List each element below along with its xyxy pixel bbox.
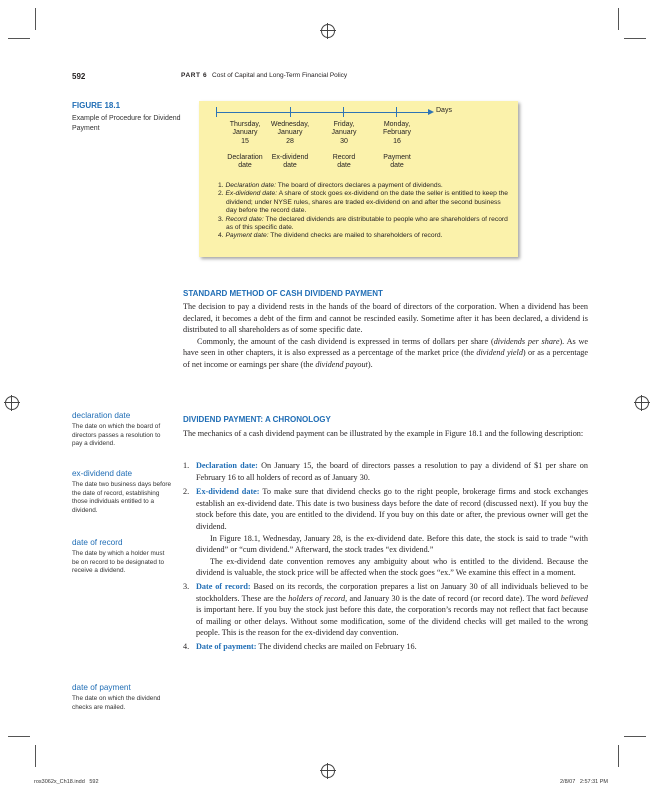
- figure-label: FIGURE 18.1: [72, 101, 121, 110]
- section1-body: [183, 301, 588, 371]
- timeline-date: Thursday, January 15: [229, 121, 261, 145]
- registration-mark: [5, 396, 19, 410]
- crop-mark: [618, 8, 619, 30]
- footer-file-slug: ros3062x_Ch18.indd 592: [34, 779, 99, 785]
- registration-mark: [321, 764, 335, 778]
- glossary-term: date of record: [72, 538, 123, 547]
- crop-mark: [618, 745, 619, 767]
- timeline-event-label: Record date: [332, 154, 356, 170]
- timeline-tick: [290, 107, 291, 117]
- figure-step: 1. Declaration date: The board of directors declares a payment of dividends.: [218, 182, 443, 189]
- paragraph: Commonly, the amount of the cash dividend is expressed in terms of dollars per share (dividends per share). As we have seen in other chapters, it is also expressed as a percentage of the market price (the dividend yield) or as a percentage of net income or earnings per share (the dividend payout).: [183, 336, 589, 369]
- timeline-arrow-icon: [428, 109, 434, 115]
- figure-step: 3. Record date: The declared dividends are distributable to people who are shareholders of record as of this specific date.: [218, 215, 508, 232]
- glossary-definition: The date on which the board of directors passes a resolution to pay a dividend.: [72, 423, 161, 448]
- crop-mark: [624, 736, 646, 737]
- glossary-term: declaration date: [72, 411, 131, 420]
- part-title: Cost of Capital and Long-Term Financial Policy: [212, 72, 348, 79]
- timeline-date: Monday, February 16: [382, 121, 411, 145]
- glossary-definition: The date two business days before the date of record, establishing those individuals entitled to a dividend.: [72, 481, 172, 514]
- list-item: 1. Declaration date: On January 15, the board of directors passes a resolution to pay a dividend of $1 per share on February 16 to all holders of record as of January 30.: [183, 461, 588, 482]
- timeline-date: Friday, January 30: [331, 121, 357, 145]
- glossary-term: ex-dividend date: [72, 469, 133, 478]
- crop-mark: [8, 736, 30, 737]
- crop-mark: [35, 8, 36, 30]
- glossary-definition: The date by which a holder must be on record to be designated to receive a dividend.: [72, 550, 165, 575]
- crop-mark: [8, 38, 30, 39]
- registration-mark: [635, 396, 649, 410]
- crop-mark: [35, 745, 36, 767]
- running-head: [181, 72, 347, 79]
- list-item: 3. Date of record: Based on its records, the corporation prepares a list on January 30 of all individuals believed to be stockholders. These are the holders of record, and January 30 is the date of record (or record date). The word believed is important here. If you buy the stock just before this date, the corporation’s records may not reflect that fact because of mailing or other delays. Without some modification, some of the dividend checks will get mailed to the wrong people. This is the reason for the ex-dividend day convention.: [183, 581, 589, 638]
- timeline-event-label: Declaration date: [227, 154, 263, 170]
- section-heading-standard-method: STANDARD METHOD OF CASH DIVIDEND PAYMENT: [183, 289, 383, 298]
- paragraph: The decision to pay a dividend rests in the hands of the board of directors of the corporation. When a dividend has been declared, it becomes a debt of the firm and cannot be rescinded easily. Sometime after it has been declared, a dividend is distributed to all shareholders as of some specific date.: [183, 302, 588, 335]
- timeline-tick: [216, 107, 217, 117]
- timeline-date: Wednesday, January 28: [270, 121, 310, 145]
- figure-caption: Example of Procedure for Dividend Payment: [72, 115, 181, 132]
- part-label: PART 6: [181, 72, 208, 79]
- list-item: 2. Ex-dividend date: To make sure that dividend checks go to the right people, brokerage firms and stock exchanges establish an ex-dividend date. This date is two business days before the date of record (discussed next). If you buy the stock before this date, you are entitled to the dividend. If you buy on this date or after, the previous owner will get the dividend. In Figure 18.1, Wednesday, January 28, is the ex-dividend date. Before this date, the stock is said to trade “with dividend” or “cum dividend.” Afterward, the stock trades “ex dividend.” The ex-dividend date convention removes any ambiguity about who is entitled to the dividend. Because the dividend is valuable, the stock price will be affected when the stock goes “ex.” We examine this effect in a moment.: [183, 487, 589, 578]
- axis-label-days: Days: [436, 107, 452, 114]
- timeline-event-label: Ex-dividend date: [271, 154, 309, 170]
- timeline-event-label: Payment date: [383, 154, 411, 170]
- chronology-list: [183, 460, 588, 653]
- section-heading-chronology: DIVIDEND PAYMENT: A CHRONOLOGY: [183, 415, 331, 424]
- section2-intro: The mechanics of a cash dividend payment can be illustrated by the example in Figure 18.1 and the following description:: [183, 429, 584, 438]
- timeline-tick: [343, 107, 344, 117]
- term-date-of-payment: Date of payment:: [196, 641, 257, 651]
- figure-step: 4. Payment date: The dividend checks are mailed to shareholders of record.: [218, 232, 443, 240]
- list-item: 4. Date of payment: The dividend checks are mailed on February 16.: [183, 641, 417, 651]
- page-number: 592: [72, 72, 86, 81]
- term-date-of-record: Date of record:: [196, 581, 251, 591]
- footer-timestamp: 2/8/07 2:57:31 PM: [560, 779, 609, 785]
- term-ex-dividend-date: Ex-dividend date:: [196, 487, 260, 497]
- registration-mark: [321, 24, 335, 38]
- timeline-tick: [396, 107, 397, 117]
- glossary-definition: The date on which the dividend checks are mailed.: [72, 695, 161, 711]
- term-declaration-date: Declaration date:: [196, 461, 258, 470]
- crop-mark: [624, 38, 646, 39]
- glossary-term: date of payment: [72, 683, 131, 692]
- paragraph: In Figure 18.1, Wednesday, January 28, is the ex-dividend date. Before this date, the stock is said to trade “with dividend” or “cum dividend.” Afterward, the stock trades “ex dividend.”: [196, 533, 588, 555]
- figure-step: 2. Ex-dividend date: A share of stock goes ex-dividend on the date the seller is entitled to keep the dividend; under NYSE rules, shares are traded ex-dividend on and after the second business day before the record date.: [218, 190, 508, 215]
- figure-steps-list: [218, 182, 510, 241]
- paragraph: The ex-dividend date convention removes any ambiguity about who is entitled to the dividend. Because the dividend is valuable, the stock price will be affected when the stock goes “ex.” We examine this effect in a moment.: [196, 556, 588, 578]
